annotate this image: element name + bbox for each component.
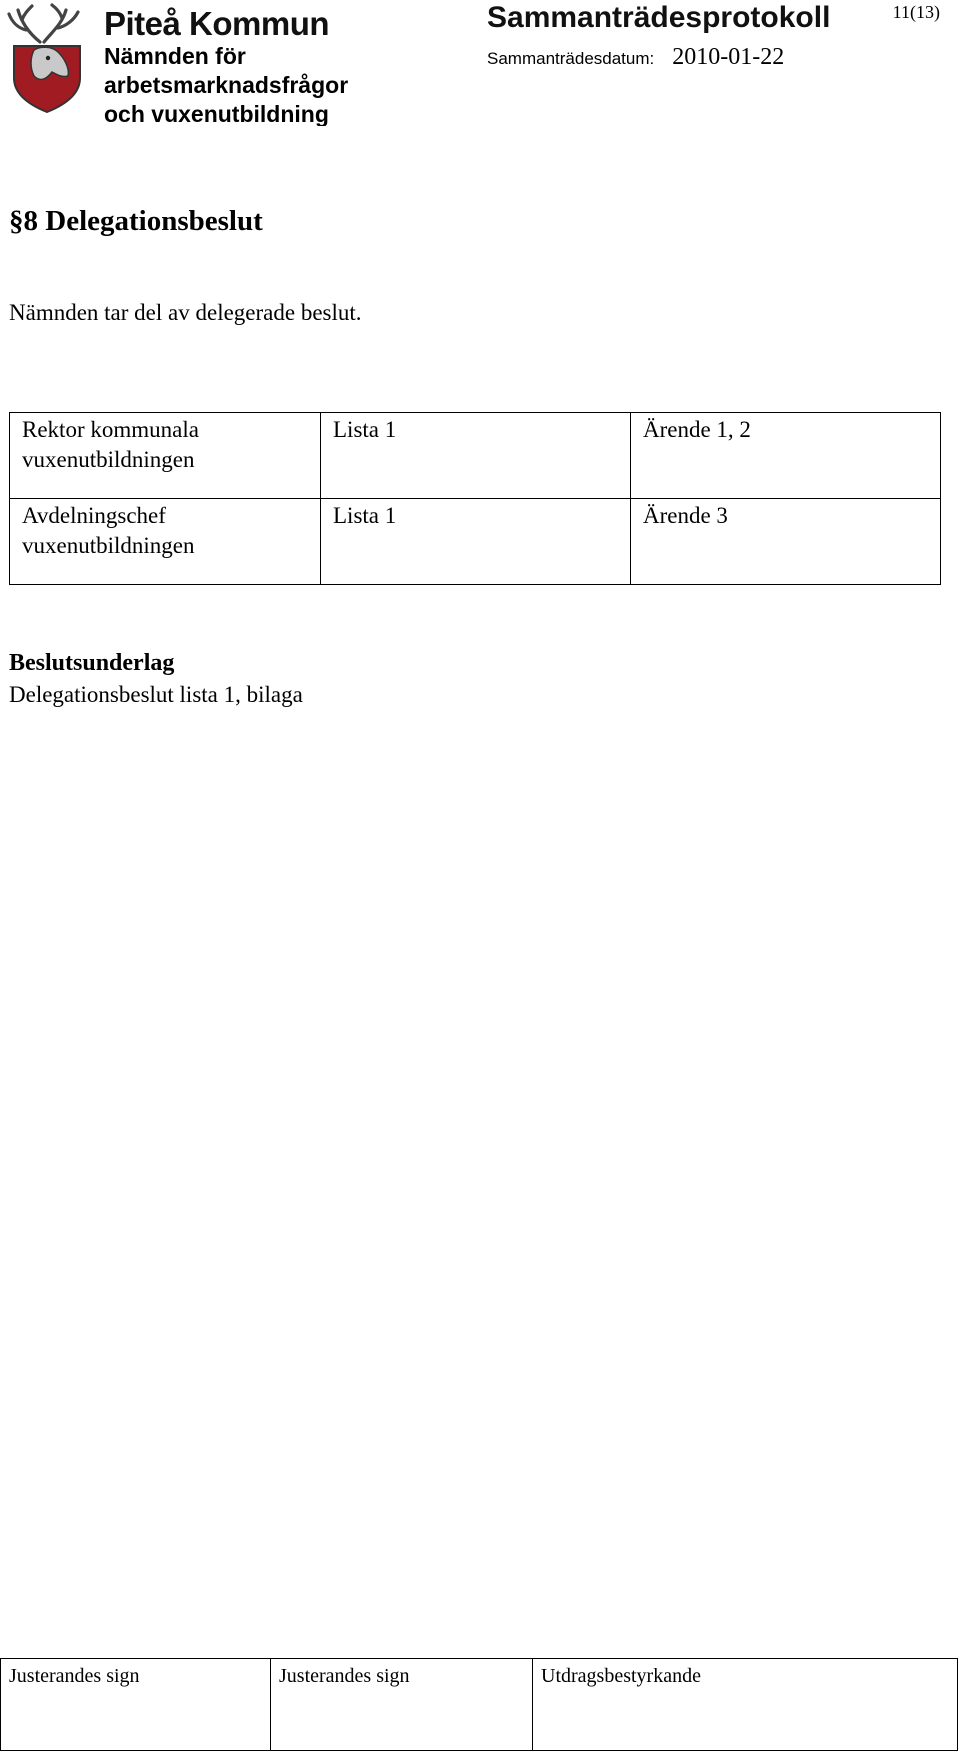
page-number: 11(13) [892,2,940,22]
meeting-date-label: Sammanträdesdatum: [487,49,655,68]
certification-box: Utdragsbestyrkande [533,1659,958,1751]
committee-line: och vuxenutbildning [104,101,329,126]
list-cell: Lista 1 [321,413,631,499]
committee-line: Nämnden för [104,43,246,69]
meeting-date [487,44,784,71]
basis-text: Delegationsbeslut lista 1, bilaga [9,682,303,707]
basis-heading: Beslutsunderlag [9,650,175,676]
intro-text: Nämnden tar del av delegerade beslut. [9,300,362,325]
document-type: Sammanträdesprotokoll [487,1,831,34]
delegation-table [9,412,941,585]
delegate-cell: Avdelningschef vuxenutbildningen [10,499,321,585]
delegate-cell: Rektor kommunala vuxenutbildningen [10,413,321,499]
list-cell: Lista 1 [321,499,631,585]
signature-table [0,1658,958,1751]
committee-line: arbetsmarknadsfrågor [104,72,349,98]
reindeer-crest-icon [4,2,90,114]
committee-name [104,42,404,126]
section-heading: §8 Delegationsbeslut [9,205,263,237]
table-row [10,499,941,585]
matters-cell: Ärende 3 [631,499,941,585]
table-row [10,413,941,499]
matters-cell: Ärende 1, 2 [631,413,941,499]
meeting-date-value: 2010-01-22 [672,44,785,70]
organization-name: Piteå Kommun [104,5,330,42]
signature-box: Justerandes sign [271,1659,533,1751]
signature-box: Justerandes sign [1,1659,271,1751]
table-row [1,1659,958,1751]
